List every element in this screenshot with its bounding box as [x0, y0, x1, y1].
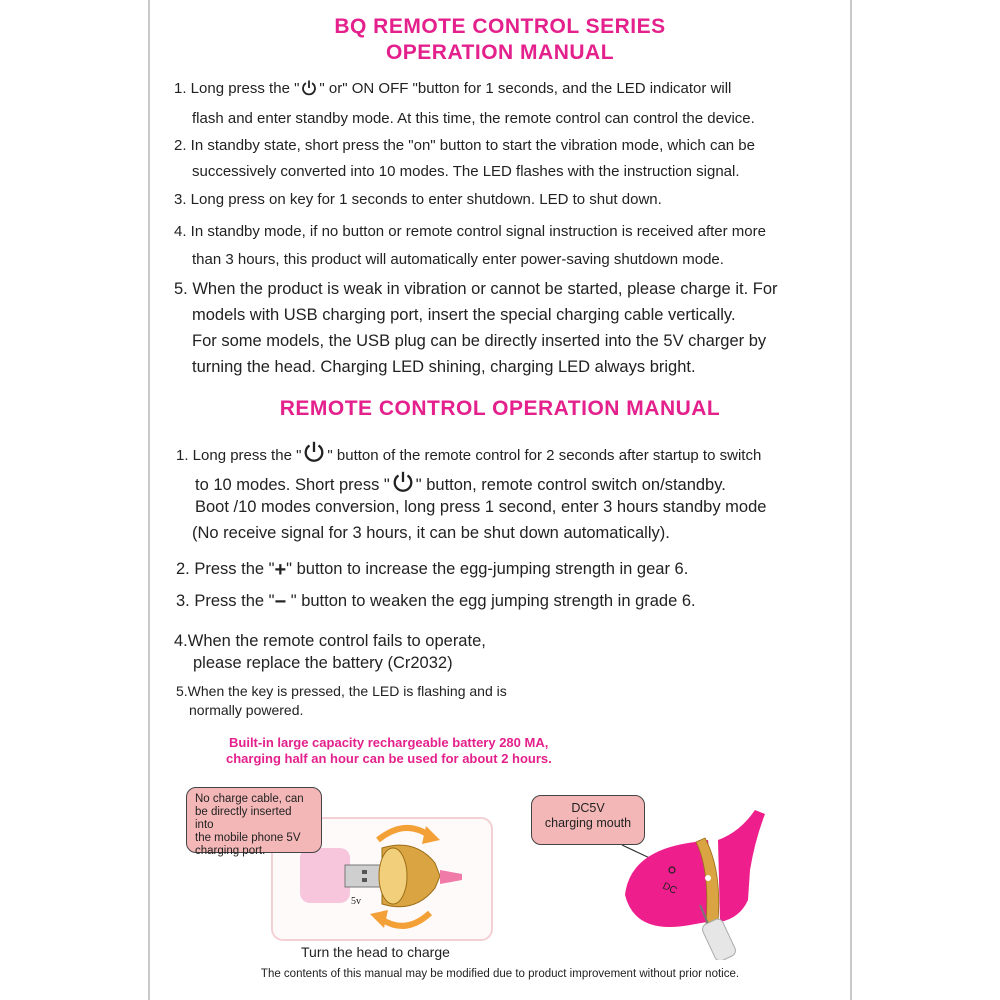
power-icon — [303, 441, 325, 467]
section2-item5-line2: normally powered. — [189, 702, 304, 718]
battery-note-line2: charging half an hour can be used for about 2 hours. — [226, 751, 552, 766]
section2-item4-line1: 4.When the remote control fails to operate, — [174, 632, 486, 650]
section1-item1-line2: flash and enter standby mode. At this time, the remote control can control the device. — [192, 110, 755, 127]
battery-note-line1: Built-in large capacity rechargeable battery 280 MA, — [229, 735, 549, 750]
usb-plug — [345, 865, 383, 887]
manual-title-line1: BQ REMOTE CONTROL SERIES — [334, 15, 666, 38]
section1-item5-line2: models with USB charging port, insert the special charging cable vertically. — [192, 306, 736, 324]
left-border-line — [148, 0, 150, 1000]
manual-title-line2: OPERATION MANUAL — [385, 41, 615, 64]
section1-item1-line1: 1. Long press the " " or" ON OFF "button for 1 seconds, and the LED indicator will — [174, 80, 731, 100]
led-dot — [705, 875, 711, 881]
section1-item5-line4: turning the head. Charging LED shining, charging LED always bright. — [192, 358, 696, 376]
rotate-arrow-icon — [378, 828, 430, 840]
rotate-arrow-icon — [380, 913, 430, 926]
section1-item2-line1: 2. In standby state, short press the "on" button to start the vibration mode, which can be — [174, 137, 755, 154]
right-border-line — [850, 0, 852, 1000]
section2-item1-line1: 1. Long press the " " button of the remote control for 2 seconds after startup to switch — [176, 441, 761, 467]
pink-tip — [440, 870, 462, 884]
minus-icon: − — [274, 591, 287, 613]
power-icon — [301, 80, 317, 100]
section2-item3: 3. Press the "− " button to weaken the egg jumping strength in grade 6. — [176, 591, 696, 613]
section1-item4-line1: 4. In standby mode, if no button or remote control signal instruction is received after more — [174, 223, 766, 240]
dc-port-label: DC — [660, 880, 679, 897]
section1-item2-line2: successively converted into 10 modes. The LED flashes with the instruction signal. — [192, 163, 740, 180]
section1-item5-line3: For some models, the USB plug can be directly inserted into the 5V charger by — [192, 332, 767, 350]
section2-item1-line3: Boot /10 modes conversion, long press 1 second, enter 3 hours standby mode — [195, 498, 767, 516]
section2-item1-line2: to 10 modes. Short press " " button, remote control switch on/standby. — [195, 471, 726, 498]
section1-item3: 3. Long press on key for 1 seconds to enter shutdown. LED to shut down. — [174, 191, 662, 208]
dc-callout: DC5V charging mouth — [531, 795, 645, 845]
section2-item4-line2: please replace the battery (Cr2032) — [193, 654, 453, 672]
figure-caption: Turn the head to charge — [301, 944, 450, 960]
egg-tail — [718, 810, 765, 922]
usb-callout: No charge cable, can be directly inserted into the mobile phone 5V charging port. — [186, 787, 322, 853]
section2-item5-line1: 5.When the key is pressed, the LED is flashing and is — [176, 683, 507, 699]
charging-plug — [701, 917, 738, 960]
plug-voltage-label: 5v — [351, 896, 361, 907]
remote-manual-title: REMOTE CONTROL OPERATION MANUAL — [279, 397, 721, 420]
power-icon — [392, 471, 414, 498]
plus-icon: + — [274, 559, 287, 581]
section2-item1-line4: (No receive signal for 3 hours, it can be shut down automatically). — [192, 524, 670, 542]
section1-item4-line2: than 3 hours, this product will automatically enter power-saving shutdown mode. — [192, 251, 724, 268]
footer-notice: The contents of this manual may be modified due to product improvement without prior notice. — [260, 968, 740, 980]
section2-item2: 2. Press the "+" button to increase the egg-jumping strength in gear 6. — [176, 559, 689, 581]
section1-item5-line1: 5. When the product is weak in vibration or cannot be started, please charge it. For — [174, 280, 778, 298]
